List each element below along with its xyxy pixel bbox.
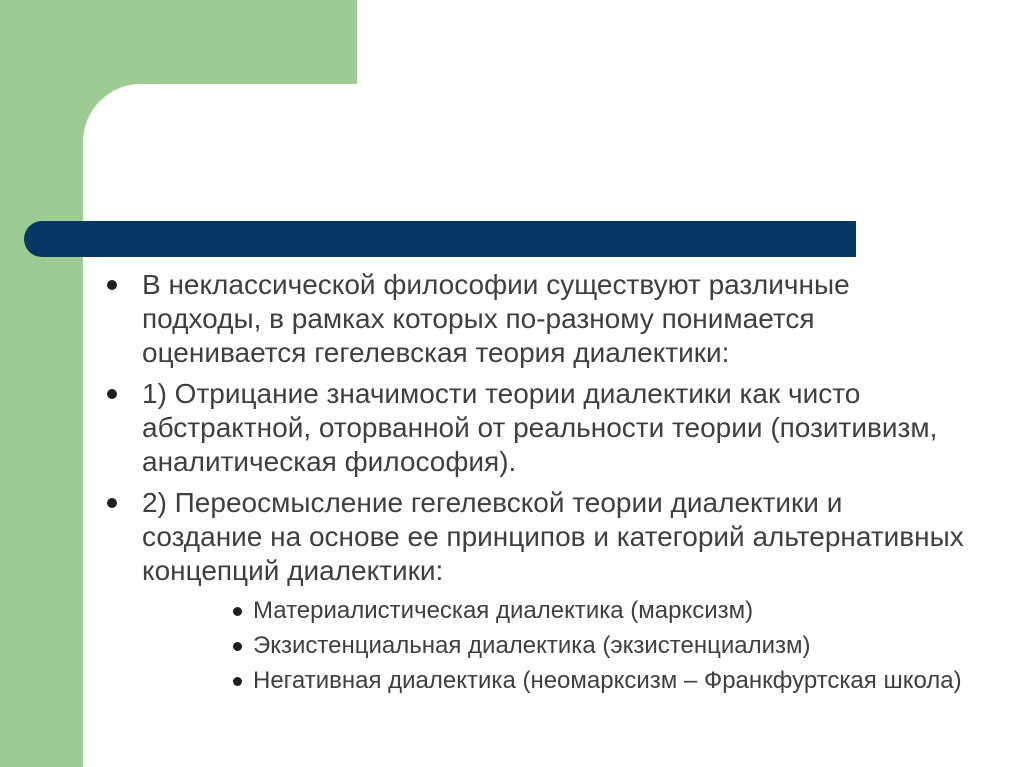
sub-bullet-text: Экзистенциальная диалектика (экзистенциализм): [253, 632, 811, 659]
sub-bullet-item-2: [231, 630, 964, 661]
bullet-item-1: [104, 268, 964, 370]
bullet-text: 2) Переосмысление гегелевской теории диалектики и создание на основе ее принципов и категорий альтернативных концепций диалектики:: [142, 487, 964, 586]
bullet-icon: [107, 280, 117, 290]
bullet-icon: [107, 389, 117, 399]
sub-bullet-text: Материалистическая диалектика (марксизм): [253, 597, 754, 624]
sub-bullet-icon: [233, 677, 242, 686]
white-top-background: [357, 0, 1024, 90]
bullet-item-2: [104, 377, 964, 479]
sub-bullet-text: Негативная диалектика (неомарксизм – Франкфуртская школа): [253, 667, 962, 694]
slide-text-content: [104, 268, 964, 700]
title-bar: [24, 221, 856, 257]
sub-bullet-item-3: [231, 665, 964, 696]
sub-bullet-item-1: [231, 595, 964, 626]
sub-bullet-icon: [233, 642, 242, 651]
bullet-item-3: [104, 486, 964, 588]
bullet-icon: [107, 498, 117, 508]
bullet-text: 1) Отрицание значимости теории диалектики как чисто абстрактной, оторванной от реальности теории (позитивизм, аналитическая философия).: [142, 378, 938, 477]
sub-bullet-icon: [233, 607, 242, 616]
bullet-text: В неклассической философии существуют различные подходы, в рамках которых по-разному понимается оценивается гегелевская теория диалектики:: [142, 269, 850, 368]
